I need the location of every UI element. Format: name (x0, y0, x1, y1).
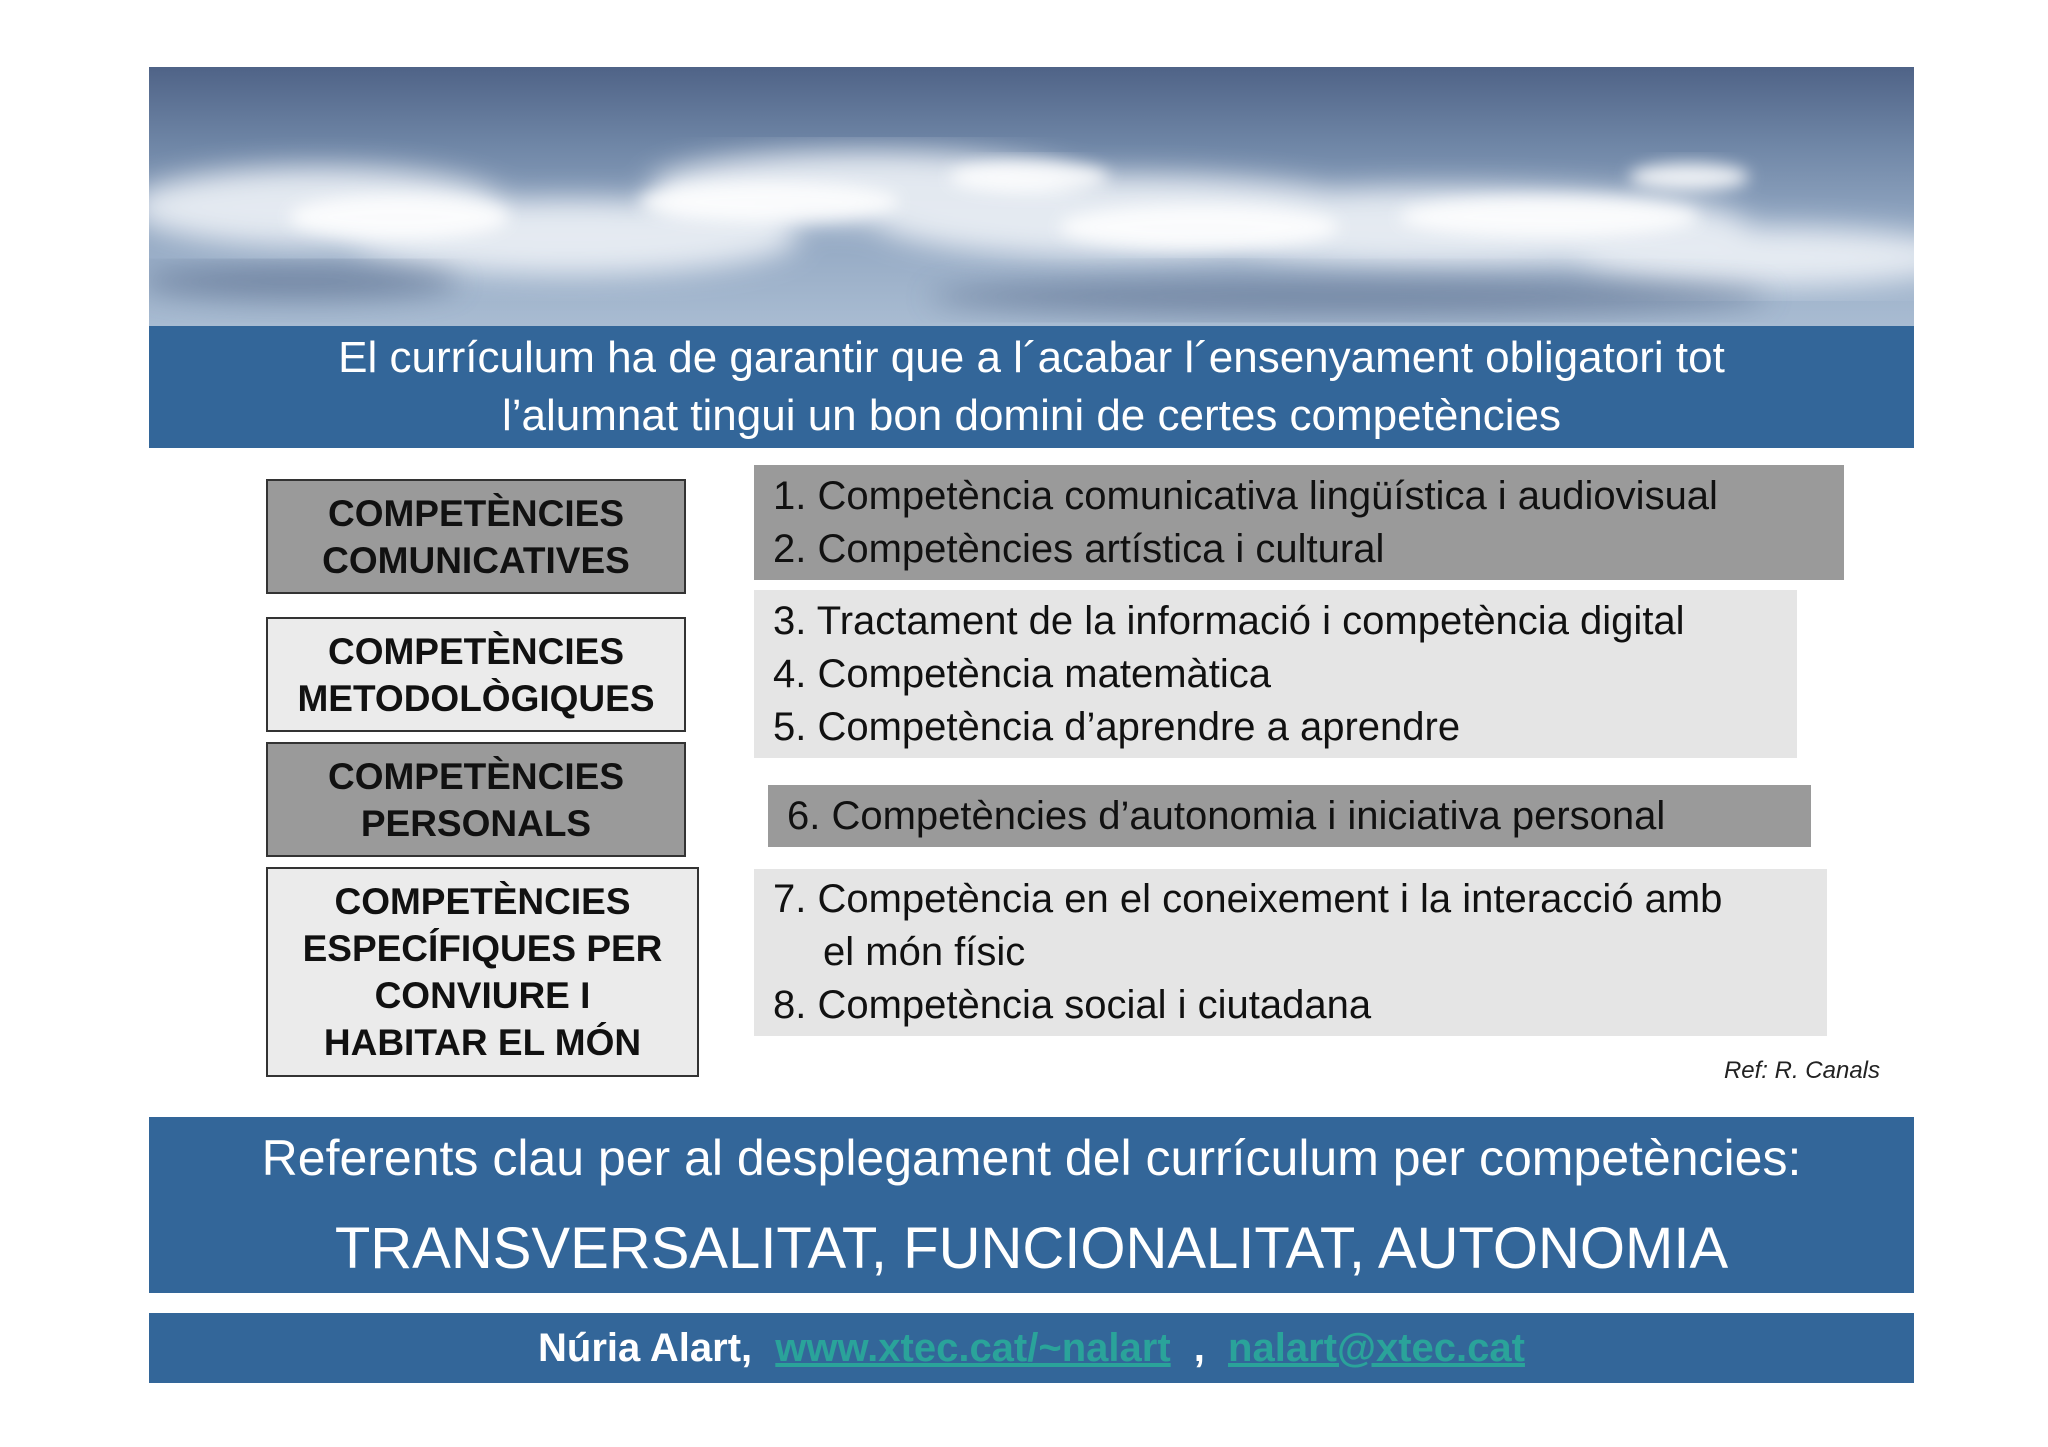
author-banner (149, 1313, 1914, 1383)
competency-item: 1. Competència comunicativa lingüística i audiovisual (773, 473, 1718, 518)
category-label-line: CONVIURE I (374, 975, 591, 1016)
category-label-line: PERSONALS (360, 802, 592, 844)
competency-item: 8. Competència social i ciutadana (773, 983, 1372, 1027)
category-methodological (266, 617, 686, 732)
competency-item-continuation: el món físic (823, 930, 1026, 974)
competency-item: 3. Tractament de la informació i competència digital (773, 598, 1685, 643)
competency-item: 4. Competència matemàtica (773, 651, 1272, 696)
competency-item: 2. Competències artística i cultural (773, 526, 1385, 571)
competency-group-4 (754, 869, 1827, 1036)
category-label-line: COMPETÈNCIES (334, 881, 631, 922)
author-name: Núria Alart, (538, 1326, 753, 1370)
category-specific (266, 867, 699, 1077)
category-label-line: HABITAR EL MÓN (323, 1022, 642, 1063)
competency-item: 5. Competència d’aprendre a aprendre (773, 704, 1461, 749)
author-website-link[interactable]: www.xtec.cat/~nalart (775, 1326, 1171, 1370)
header-banner (149, 326, 1914, 448)
competency-item: 6. Competències d’autonomia i iniciativa personal (787, 793, 1666, 838)
key-referents-title: Referents clau per al desplegament del currículum per competències: (261, 1130, 1802, 1186)
author-email-link[interactable]: nalart@xtec.cat (1228, 1326, 1525, 1370)
author-separator: , (1193, 1326, 1205, 1370)
clouds-image (149, 67, 1914, 327)
header-line-2: l’alumnat tingui un bon domini de certes competències (501, 391, 1562, 440)
header-line-1: El currículum ha de garantir que a l´acabar l´ensenyament obligatori tot (338, 333, 1725, 382)
category-label-line: ESPECÍFIQUES PER (302, 928, 663, 969)
competency-group-2 (754, 590, 1797, 758)
competency-item: 7. Competència en el coneixement i la interacció amb (773, 877, 1723, 921)
sky-photo (149, 67, 1914, 327)
category-label-line: COMPETÈNCIES (327, 492, 625, 534)
key-referents-list: TRANSVERSALITAT, FUNCIONALITAT, AUTONOMIA (334, 1216, 1729, 1281)
category-label-line: METODOLÒGIQUES (297, 677, 655, 719)
key-referents-banner (149, 1117, 1914, 1293)
category-label-line: COMPETÈNCIES (327, 630, 625, 672)
category-personal (266, 742, 686, 857)
category-communicative (266, 479, 686, 594)
category-label-line: COMUNICATIVES (322, 539, 630, 581)
category-label-line: COMPETÈNCIES (327, 755, 625, 797)
competency-group-3 (768, 785, 1811, 847)
reference-note: Ref: R. Canals (1723, 1057, 1880, 1084)
competency-group-1 (754, 465, 1844, 580)
